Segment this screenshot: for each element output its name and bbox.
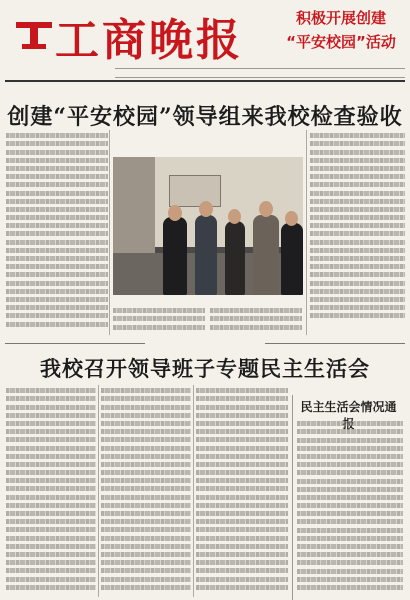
slogan-line-2: “平安校园”活动: [286, 33, 396, 51]
person-head: [168, 205, 182, 221]
person-head: [285, 211, 298, 226]
wall-panel: [169, 175, 221, 207]
photo-caption: [113, 296, 303, 303]
newspaper-logo-icon: [14, 14, 54, 50]
sidebar-title: 民主生活会情况通: [300, 400, 397, 414]
person-figure: [195, 215, 217, 295]
person-figure: [253, 215, 279, 295]
story2-headline: 我校召开领导班子专题民主生活会: [40, 356, 370, 381]
column-divider: [98, 385, 99, 597]
story1-kicker: [110, 84, 310, 96]
masthead-title: 工商晚报: [55, 15, 243, 66]
story2-column-3: [196, 385, 288, 597]
person-figure: [163, 217, 187, 295]
slogan-line-1: 积极开展创建: [295, 9, 386, 27]
column-divider: [193, 385, 194, 597]
story1-column-4: [310, 130, 405, 326]
story2-column-2: [101, 385, 191, 597]
story1-column-3: [210, 305, 302, 335]
masthead-rule: [5, 80, 405, 82]
person-head: [259, 201, 273, 217]
section-band: [5, 337, 405, 350]
story2-column-1: [6, 385, 96, 597]
masthead: [0, 0, 410, 66]
inspection-photo: [113, 157, 303, 295]
story1-column-2: [113, 305, 205, 335]
issue-date-strip: [115, 68, 405, 78]
story1-headline: 创建“平安校园”领导组来我校检查验收: [7, 104, 403, 130]
column-divider: [306, 130, 307, 335]
column-divider: [109, 130, 110, 335]
story1-column-1: [6, 130, 108, 335]
masthead-slogan: [278, 8, 404, 52]
sidebar-body: [297, 418, 403, 598]
person-figure: [225, 221, 245, 295]
person-figure: [281, 223, 303, 295]
person-head: [199, 201, 213, 217]
person-head: [228, 209, 241, 224]
